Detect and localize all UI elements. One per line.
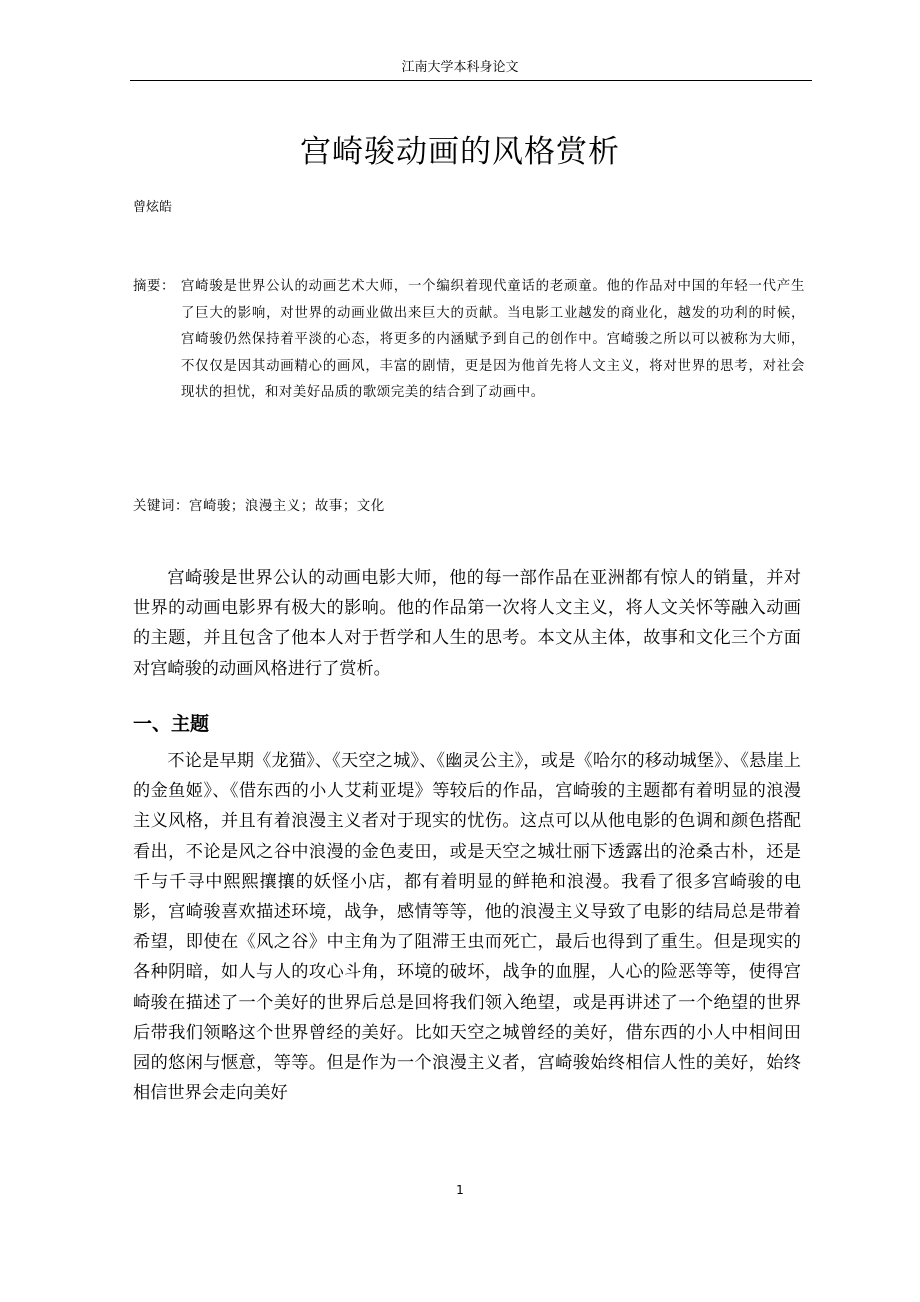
abstract-label: 摘要： (133, 279, 175, 294)
intro-paragraph: 宫崎骏是世界公认的动画电影大师，他的每一部作品在亚洲都有惊人的销量，并对世界的动画电影界有极大的影响。他的作品第一次将人文主义，将人文关怀等融入动画的主题，并且包含了他本人对于哲学和人生的思考。本文从主体，故事和文化三个方面对宫崎骏的动画风格进行了赏析。 (133, 568, 801, 679)
page-number: 1 (456, 1183, 464, 1197)
header-rule (130, 80, 812, 81)
paper-title: 宫崎骏动画的风格赏析 (300, 134, 620, 170)
abstract-text: 宫崎骏是世界公认的动画艺术大师，一个编织着现代童话的老顽童。他的作品对中国的年轻一代产生了巨大的影响，对世界的动画业做出来巨大的贡献。当电影工业越发的商业化，越发的功利的时候，宫崎骏仍然保持着平淡的心态，将更多的内涵赋予到自己的创作中。宫崎骏之所以可以被称为大师，不仅仅是因其动画精心的画风，丰富的剧情，更是因为他首先将人文主义，将对世界的思考，对社会现状的担忧，和对美好品质的歌颂完美的结合到了动画中。 (181, 279, 805, 400)
running-header: 江南大学本科身论文 (401, 60, 519, 75)
author-name: 曾炫皓 (133, 200, 173, 215)
abstract (133, 274, 805, 407)
keywords: 关键词：宫崎骏；浪漫主义；故事；文化 (133, 499, 385, 514)
section-paragraph: 不论是早期《龙猫》、《天空之城》、《幽灵公主》，或是《哈尔的移动城堡》、《悬崖上的金鱼姬》、《借东西的小人艾莉亚堤》等较后的作品，宫崎骏的主题都有着明显的浪漫主义风格，并且有着浪漫主义者对于现实的忧伤。这点可以从他电影的色调和颜色搭配看出，不论是风之谷中浪漫的金色麦田，或是天空之城壮丽下透露出的沧桑古朴，还是千与千寻中熙熙攘攘的妖怪小店，都有着明显的鲜艳和浪漫。我看了很多宫崎骏的电影，宫崎骏喜欢描述环境，战争，感情等等，他的浪漫主义导致了电影的结局总是带着希望，即使在《风之谷》中主角为了阻滞王虫而死亡，最后也得到了重生。但是现实的各种阴暗，如人与人的攻心斗角，环境的破坏，战争的血腥，人心的险恶等等，使得宫崎骏在描述了一个美好的世界后总是回将我们领入绝望，或是再讲述了一个绝望的世界后带我们领略这个世界曾经的美好。比如天空之城曾经的美好，借东西的小人中相间田园的悠闲与惬意，等等。但是作为一个浪漫主义者，宫崎骏始终相信人性的美好，始终相信世界会走向美好 (133, 751, 801, 1104)
section-heading: 一、主题 (133, 713, 210, 735)
